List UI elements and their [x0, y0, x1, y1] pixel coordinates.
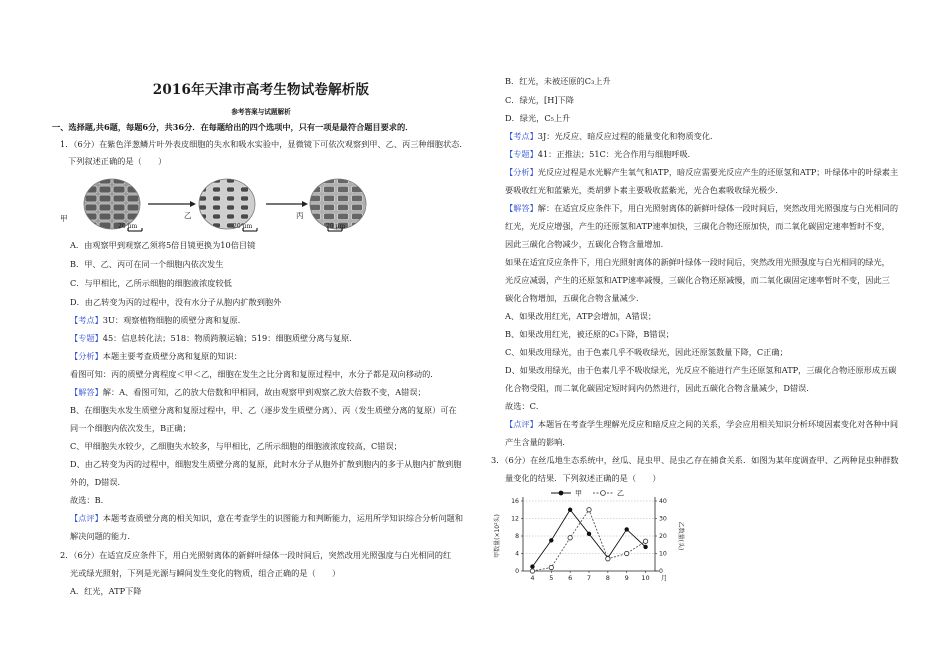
q2-kaodian: 【考点】3J：光反应、暗反应过程的能量变化和物质变化． — [505, 131, 719, 141]
right-tick-label: 10 — [659, 550, 667, 558]
fenxi-tag: 【分析】 — [70, 351, 103, 361]
legend-label-jia: 甲 — [575, 489, 582, 498]
q3-stem-line1: 3．（6分）在丝瓜地生态系统中，丝瓜、昆虫甲、昆虫乙存在捕食关系．如图为某年度调查甲、乙两种昆虫种群数 — [491, 455, 899, 465]
scale-yi: 20 μm — [233, 223, 253, 230]
q1-dianping: 【点评】本题考查质壁分离的相关知识，意在考查学生的识图能力和判断能力，运用所学知识综合分析问题和 — [70, 513, 464, 523]
data-point-yi — [643, 539, 647, 543]
left-tick-label: 0 — [515, 568, 519, 575]
x-tick-label: 10 — [641, 574, 650, 582]
label-jia: 甲 — [60, 214, 68, 223]
left-tick-label: 8 — [515, 533, 519, 540]
right-tick-label: 40 — [659, 498, 667, 505]
fenxi-tag: 【分析】 — [505, 167, 538, 177]
left-tick-label: 16 — [511, 498, 519, 505]
q1-fenxi: 【分析】本题主要考查质壁分离和复原的知识： — [70, 351, 242, 361]
q2-stem-line2: 光或绿光照射，下列是光源与瞬间发生变化的物质，组合正确的是（ ） — [70, 568, 341, 578]
data-point-jia — [549, 538, 553, 542]
kaodian-tag: 【考点】 — [70, 315, 103, 325]
section-heading: 一、选择题,共6题，每题6分，共36分．在每题给出的四个选项中，只有一项是最符合题目要求的． — [52, 122, 414, 132]
kaodian-tag: 【考点】 — [505, 131, 538, 141]
q1-option-b: B．甲、乙、丙可在同一个细胞内依次发生 — [70, 259, 224, 269]
q1-jieda-line: D、由乙转变为丙的过程中，细胞发生质壁分离的复原，此时水分子从胞外扩散到胞内的多于从胞内扩散到胞 — [70, 459, 462, 469]
q1-stem-line2: 下列叙述正确的是（ ） — [68, 156, 167, 166]
data-point-jia — [643, 545, 647, 549]
scale-bing: 20 μm — [326, 223, 346, 230]
legend-marker-yi — [601, 491, 606, 496]
jieda-tag: 【解答】 — [70, 387, 103, 397]
x-tick-label: 9 — [624, 574, 629, 582]
x-tick-label: 6 — [568, 574, 573, 582]
q1-kaodian: 【考点】3U：观察植物细胞的质壁分离和复原． — [70, 315, 246, 325]
q1-jieda-line: B、在细胞失水发生质壁分离和复原过程中，甲、乙（逐步发生质壁分离）、丙（发生质壁分离的复原）可在 — [70, 405, 457, 415]
q2-zhuanti: 【专题】41：正推法；51C：光合作用与细胞呼吸． — [505, 149, 696, 159]
q2-jieda-line: 红光，光反应增强，产生的还原氢和ATP速率加快，三碳化合物还原加快，而二氧化碳固定速率暂时不变， — [505, 221, 890, 231]
q2-jieda-line: 光反应减弱，产生的还原氢和ATP速率减慢，三碳化合物还原减慢，而二氧化碳固定速率暂时不变，因此三 — [505, 275, 890, 285]
x-axis-label: 月 — [660, 574, 668, 582]
q2-jieda-line: 如果在适宜反应条件下，用白光照射离体的新鲜叶绿体一段时间后，突然改用光照强度与白光相同的绿光， — [505, 257, 890, 267]
page-title: 2016年天津市高考生物试卷解析版 — [152, 82, 370, 98]
q1-figure — [60, 176, 370, 238]
q2-jieda-line: C、如果改用绿光，由于色素几乎不吸收绿光，因此还原氢数量下降，C正确； — [505, 347, 788, 357]
data-point-jia — [568, 508, 572, 512]
right-tick-label: 0 — [659, 568, 663, 575]
zhuanti-tag: 【专题】 — [70, 333, 103, 343]
q2-option-a: A．红光，ATP下降 — [70, 586, 142, 596]
q2-jieda-line: A、如果改用红光，ATP会增加，A错误； — [505, 311, 657, 321]
legend-marker-jia — [559, 491, 564, 496]
data-point-yi — [587, 508, 591, 512]
right-axis-label: 乙数量(头) — [677, 521, 684, 551]
data-point-jia — [530, 564, 534, 568]
data-point-yi — [568, 536, 572, 540]
data-point-yi — [606, 557, 610, 561]
q2-dianping: 【点评】本题旨在考查学生理解光反应和暗反应之间的关系，学会应用相关知识分析环境因素变化对各种中间 — [505, 419, 899, 429]
microscope-figure — [70, 176, 370, 238]
data-point-yi — [625, 551, 629, 555]
q1-option-c: C．与甲相比，乙所示细胞的细胞液浓度较低 — [70, 278, 232, 288]
label-bing: 丙 — [296, 211, 304, 220]
q2-answer: 故选：C． — [505, 401, 545, 411]
q2-option-c: C．绿光，[H]下降 — [505, 95, 574, 105]
q1-zhuanti: 【专题】45：信息转化法；518：物质跨膜运输；519：细胞质壁分离与复原． — [70, 333, 358, 343]
q3-chart — [493, 489, 703, 589]
zhuanti-tag: 【专题】 — [505, 149, 538, 159]
q1-option-a: A．由观察甲到观察乙须将5倍目镜更换为10倍目镜 — [70, 240, 256, 250]
x-tick-label: 5 — [549, 574, 554, 582]
x-tick-label: 4 — [530, 574, 535, 582]
q2-dianping-line2: 产生含量的影响． — [505, 437, 571, 447]
dianping-tag: 【点评】 — [70, 513, 103, 523]
q2-jieda-line: 因此三碳化合物减少，五碳化合物含量增加． — [505, 239, 669, 249]
q3-stem-line2: 量变化的结果．下列叙述正确的是（ ） — [505, 473, 661, 483]
q1-stem-line1: 1．（6分）在紫色洋葱鳞片叶外表皮细胞的失水和吸水实验中，显微镜下可依次观察到甲、乙、丙三种细胞状态． — [60, 139, 468, 149]
page-subtitle: 参考答案与试题解析 — [231, 108, 291, 116]
data-point-yi — [549, 565, 553, 569]
q2-jieda-line: 化合物受阻，而二氧化碳固定短时间内仍然进行，因此五碳化合物含量减少，D错误． — [505, 383, 815, 393]
legend-label-yi: 乙 — [617, 489, 624, 498]
q1-dianping-line2: 解决问题的能力． — [70, 531, 136, 541]
q2-jieda: 【解答】解：在适宜反应条件下，用白光照射离体的新鲜叶绿体一段时间后，突然改用光照强度与白光相同的 — [505, 203, 899, 213]
left-axis-label: 甲数量(×10²头) — [494, 514, 501, 558]
q2-fenxi-line2: 要吸收红光和蓝紫光，类胡萝卜素主要吸收蓝紫光，光合色素吸收绿光极少． — [505, 185, 784, 195]
data-point-jia — [587, 532, 591, 536]
data-point-yi — [530, 569, 534, 573]
q1-jieda: 【解答】解：A、看图可知，乙的放大倍数和甲相同，故由观察甲到观察乙放大倍数不变，A错误； — [70, 387, 426, 397]
jieda-tag: 【解答】 — [505, 203, 538, 213]
x-tick-label: 8 — [605, 574, 610, 582]
q1-fenxi-line2: 看图可知：丙的质壁分离程度＜甲＜乙，细胞在发生之比分离和复原过程中，水分子都是双向移动的． — [70, 369, 439, 379]
q1-answer: 故选：B． — [70, 495, 109, 505]
q1-jieda-line: C、甲细胞失水较少，乙细胞失水较多，与甲相比，乙所示细胞的细胞液浓度较高，C错误； — [70, 441, 402, 451]
q2-option-b: B．红光，未被还原的C₃上升 — [505, 76, 611, 86]
scale-jia: 20 μm — [118, 223, 138, 230]
q2-stem-line1: 2．（6分）在适宜反应条件下，用白光照射离体的新鲜叶绿体一段时间后，突然改用光照强度与白光相同的红 — [60, 550, 452, 560]
q2-jieda-line: 碳化合物增加，五碳化合物含量减少． — [505, 293, 645, 303]
q1-jieda-line: 同一个细胞内依次发生，B正确； — [70, 423, 191, 433]
left-tick-label: 12 — [511, 515, 519, 523]
population-chart — [493, 489, 703, 589]
q2-jieda-line: B、如果改用红光，被还原的C₃下降，B错误； — [505, 329, 674, 339]
q1-option-d: D．由乙转变为丙的过程中，没有水分子从胞内扩散到胞外 — [70, 297, 282, 307]
q2-jieda-line: D、如果改用绿光，由于色素几乎不吸收绿光，光反应不能进行产生还原氢和ATP，三碳化合物还原形成五碳 — [505, 365, 897, 375]
label-yi: 乙 — [184, 211, 192, 220]
series-line-jia — [532, 510, 645, 567]
right-tick-label: 20 — [659, 533, 667, 540]
right-tick-label: 30 — [659, 515, 667, 523]
q2-option-d: D．绿光，C₅上升 — [505, 113, 571, 123]
data-point-jia — [625, 527, 629, 531]
q2-fenxi: 【分析】光反应过程是水光解产生氧气和ATP，暗反应需要光反应产生的还原氢和ATP；叶绿体中的叶绿素主 — [505, 167, 899, 177]
dianping-tag: 【点评】 — [505, 419, 538, 429]
left-tick-label: 4 — [515, 550, 519, 558]
x-tick-label: 7 — [586, 574, 592, 582]
q1-jieda-line: 外的，D错误． — [70, 477, 126, 487]
